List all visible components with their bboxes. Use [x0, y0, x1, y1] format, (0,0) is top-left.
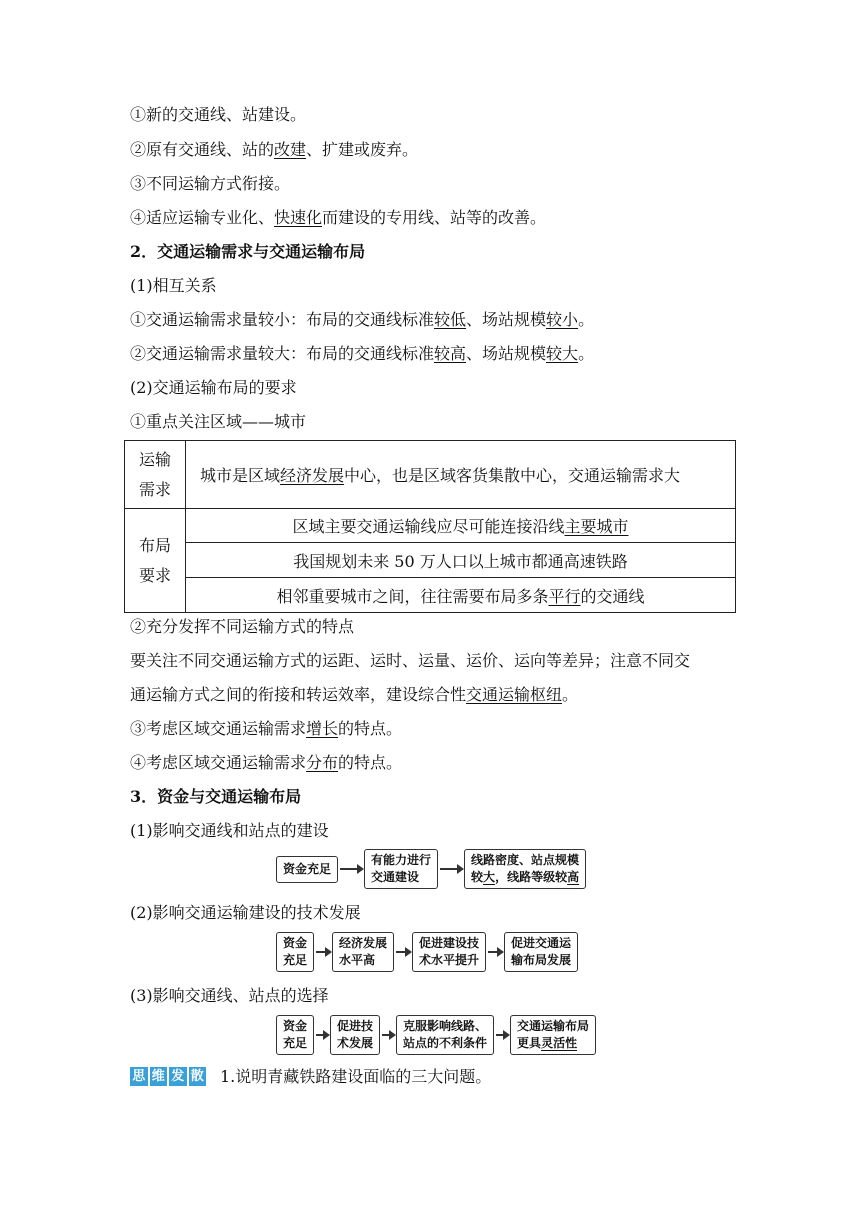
- item-focus-city: ①重点关注区域——城市: [130, 412, 307, 431]
- flowchart-technology: [276, 932, 578, 972]
- relation-small-demand: ①交通运输需求量较小：布局的交通线标准较低、场站规模较小。: [130, 310, 595, 329]
- relation-large-demand: ②交通运输需求量较大：布局的交通线标准较高、场站规模较大。: [130, 344, 595, 363]
- flow3-box-overcome: 克服影响线路、 站点的不利条件: [396, 1015, 494, 1055]
- question-text: 1.说明青藏铁路建设面临的三大问题。: [220, 1067, 492, 1086]
- flow3-box-funds: 资金 充足: [276, 1015, 314, 1055]
- item-specialization: ④适应运输专业化、快速化而建设的专用线、站等的改善。: [130, 208, 547, 227]
- flow3-box-flexible: 交通运输布局 更具灵活性: [510, 1015, 596, 1055]
- arrow-icon: [488, 951, 502, 953]
- item-new-lines: ①新的交通线、站建设。: [130, 105, 307, 124]
- item-demand-growth: ③考虑区域交通运输需求增长的特点。: [130, 719, 403, 738]
- flow2-box-tech: 促进建设技 术水平提升: [412, 932, 486, 972]
- arrow-icon: [316, 1034, 328, 1036]
- item-rebuild: ②原有交通线、站的改建、扩建或废弃。: [130, 140, 419, 159]
- arrow-icon: [316, 951, 330, 953]
- flow2-title: (2)影响交通运输建设的技术发展: [130, 903, 361, 922]
- section-heading-3: 3．资金与交通运输布局: [130, 787, 302, 806]
- item-transport-modes: ②充分发挥不同运输方式的特点: [130, 617, 355, 636]
- arrow-icon: [340, 868, 362, 870]
- table-cell-layout-3: 相邻重要城市之间，往往需要布局多条平行的交通线: [186, 578, 736, 613]
- arrow-icon: [496, 1034, 508, 1036]
- table-header-demand: 运输 需求: [125, 441, 186, 509]
- table-header-layout: 布局 要求: [125, 509, 186, 613]
- badge-char: 思: [130, 1067, 148, 1086]
- paragraph-modes-1: 要关注不同交通运输方式的运距、运时、运量、运价、运向等差异；注意不同交: [130, 651, 691, 670]
- flow2-box-funds: 资金 充足: [276, 932, 314, 972]
- thinking-badge: [130, 1067, 206, 1086]
- flow1-title: (1)影响交通线和站点的建设: [130, 821, 329, 840]
- badge-char: 散: [189, 1067, 207, 1086]
- flow3-box-tech: 促进技 术发展: [330, 1015, 380, 1055]
- table-cell-layout-2: 我国规划未来 50 万人口以上城市都通高速铁路: [186, 543, 736, 578]
- requirements-table: [124, 440, 736, 613]
- badge-char: 发: [169, 1067, 187, 1086]
- table-cell-layout-1: 区域主要交通运输线应尽可能连接沿线主要城市: [186, 509, 736, 543]
- flowchart-construction: [276, 849, 586, 889]
- flow1-box-density: 线路密度、站点规模 较大，线路等级较高: [464, 849, 586, 889]
- arrow-icon: [382, 1034, 394, 1036]
- flow1-box-capability: 有能力进行 交通建设: [364, 849, 438, 889]
- subsection-requirements: (2)交通运输布局的要求: [130, 378, 297, 397]
- arrow-icon: [396, 951, 410, 953]
- item-connection: ③不同运输方式衔接。: [130, 174, 291, 193]
- flowchart-selection: [276, 1015, 596, 1055]
- flow2-box-layout: 促进交通运 输布局发展: [504, 932, 578, 972]
- section-heading-2: 2．交通运输需求与交通运输布局: [130, 242, 366, 261]
- item-demand-distribution: ④考虑区域交通运输需求分布的特点。: [130, 753, 403, 772]
- flow1-box-funds: 资金充足: [276, 856, 338, 883]
- subsection-relationship: (1)相互关系: [130, 276, 217, 295]
- flow3-title: (3)影响交通线、站点的选择: [130, 986, 329, 1005]
- paragraph-modes-2: 通运输方式之间的衔接和转运效率，建设综合性交通运输枢纽。: [130, 685, 579, 704]
- badge-char: 维: [150, 1067, 168, 1086]
- table-cell-demand: 城市是区域经济发展中心，也是区域客货集散中心，交通运输需求大: [186, 441, 736, 509]
- flow2-box-economy: 经济发展 水平高: [332, 932, 394, 972]
- arrow-icon: [440, 868, 462, 870]
